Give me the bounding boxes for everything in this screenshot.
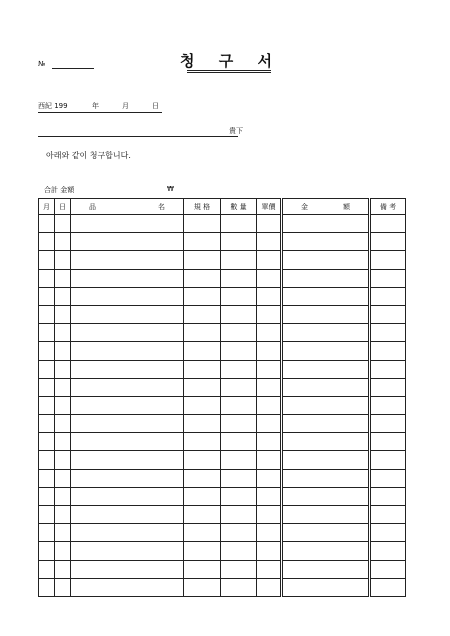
cell-unit-price xyxy=(257,251,282,269)
cell-item-name xyxy=(71,269,184,287)
table-row xyxy=(39,396,406,414)
cell-month xyxy=(39,560,55,578)
cell-item-name xyxy=(71,524,184,542)
table-row xyxy=(39,487,406,505)
cell-day xyxy=(55,378,71,396)
table-row xyxy=(39,433,406,451)
cell-remarks xyxy=(370,360,406,378)
cell-spec xyxy=(184,578,221,596)
cell-item-name xyxy=(71,324,184,342)
title-underline-bottom xyxy=(187,72,271,73)
cell-item-name xyxy=(71,487,184,505)
cell-item-name xyxy=(71,578,184,596)
cell-item-name xyxy=(71,433,184,451)
col-item-name xyxy=(71,199,184,215)
cell-amount xyxy=(282,305,370,323)
cell-remarks xyxy=(370,560,406,578)
cell-month xyxy=(39,269,55,287)
cell-unit-price xyxy=(257,469,282,487)
col-unit-price: 單價 xyxy=(257,199,282,215)
cell-spec xyxy=(184,233,221,251)
cell-remarks xyxy=(370,506,406,524)
cell-amount xyxy=(282,233,370,251)
table-row xyxy=(39,269,406,287)
cell-amount xyxy=(282,451,370,469)
col-amount xyxy=(282,199,370,215)
date-year: 年 xyxy=(92,102,99,110)
cell-day xyxy=(55,451,71,469)
table-row xyxy=(39,542,406,560)
cell-month xyxy=(39,342,55,360)
cell-day xyxy=(55,269,71,287)
cell-amount xyxy=(282,251,370,269)
cell-amount xyxy=(282,578,370,596)
cell-item-name xyxy=(71,415,184,433)
table-row xyxy=(39,215,406,233)
col-spec: 規 格 xyxy=(184,199,221,215)
cell-spec xyxy=(184,469,221,487)
cell-day xyxy=(55,342,71,360)
cell-item-name xyxy=(71,305,184,323)
title-char-2: 구 xyxy=(218,52,234,70)
cell-amount xyxy=(282,324,370,342)
cell-amount xyxy=(282,506,370,524)
cell-spec xyxy=(184,287,221,305)
table-header-row xyxy=(39,199,406,215)
cell-amount xyxy=(282,360,370,378)
cell-unit-price xyxy=(257,360,282,378)
cell-quantity xyxy=(221,451,257,469)
cell-quantity xyxy=(221,215,257,233)
cell-spec xyxy=(184,269,221,287)
cell-month xyxy=(39,215,55,233)
cell-day xyxy=(55,251,71,269)
cell-month xyxy=(39,287,55,305)
cell-quantity xyxy=(221,342,257,360)
cell-quantity xyxy=(221,324,257,342)
cell-quantity xyxy=(221,542,257,560)
cell-quantity xyxy=(221,469,257,487)
col-item-name-a: 品 xyxy=(89,202,96,211)
table-row xyxy=(39,324,406,342)
cell-remarks xyxy=(370,578,406,596)
cell-spec xyxy=(184,433,221,451)
cell-day xyxy=(55,287,71,305)
table-row xyxy=(39,451,406,469)
cell-unit-price xyxy=(257,233,282,251)
total-amount-label: 合計 金額 xyxy=(44,186,75,194)
number-blank-line xyxy=(52,68,94,69)
cell-unit-price xyxy=(257,415,282,433)
cell-quantity xyxy=(221,305,257,323)
cell-remarks xyxy=(370,487,406,505)
cell-spec xyxy=(184,215,221,233)
cell-spec xyxy=(184,542,221,560)
document-title xyxy=(180,50,272,71)
cell-month xyxy=(39,233,55,251)
cell-remarks xyxy=(370,287,406,305)
table-row xyxy=(39,287,406,305)
cell-unit-price xyxy=(257,396,282,414)
cell-remarks xyxy=(370,305,406,323)
cell-day xyxy=(55,433,71,451)
cell-remarks xyxy=(370,396,406,414)
cell-remarks xyxy=(370,233,406,251)
date-underline xyxy=(38,112,162,113)
cell-amount xyxy=(282,342,370,360)
cell-day xyxy=(55,469,71,487)
cell-month xyxy=(39,378,55,396)
cell-day xyxy=(55,506,71,524)
cell-remarks xyxy=(370,524,406,542)
title-char-3: 서 xyxy=(257,52,272,70)
cell-day xyxy=(55,578,71,596)
table-row xyxy=(39,233,406,251)
cell-unit-price xyxy=(257,578,282,596)
cell-day xyxy=(55,542,71,560)
cell-unit-price xyxy=(257,487,282,505)
cell-quantity xyxy=(221,269,257,287)
cell-amount xyxy=(282,469,370,487)
cell-unit-price xyxy=(257,342,282,360)
cell-item-name xyxy=(71,560,184,578)
cell-unit-price xyxy=(257,560,282,578)
cell-quantity xyxy=(221,487,257,505)
cell-amount xyxy=(282,215,370,233)
table-row xyxy=(39,578,406,596)
cell-day xyxy=(55,487,71,505)
cell-spec xyxy=(184,524,221,542)
cell-spec xyxy=(184,415,221,433)
cell-unit-price xyxy=(257,506,282,524)
col-month: 月 xyxy=(39,199,55,215)
cell-unit-price xyxy=(257,215,282,233)
cell-item-name xyxy=(71,542,184,560)
cell-remarks xyxy=(370,415,406,433)
date-day: 日 xyxy=(152,102,159,110)
cell-item-name xyxy=(71,360,184,378)
col-amount-b: 額 xyxy=(343,202,350,211)
cell-quantity xyxy=(221,378,257,396)
cell-remarks xyxy=(370,215,406,233)
cell-month xyxy=(39,542,55,560)
cell-day xyxy=(55,360,71,378)
table-row xyxy=(39,305,406,323)
col-item-name-b: 名 xyxy=(158,202,165,211)
title-char-1: 청 xyxy=(180,52,195,70)
cell-month xyxy=(39,324,55,342)
cell-month xyxy=(39,578,55,596)
cell-item-name xyxy=(71,396,184,414)
cell-quantity xyxy=(221,233,257,251)
table-row xyxy=(39,524,406,542)
table-row xyxy=(39,360,406,378)
cell-day xyxy=(55,215,71,233)
cell-amount xyxy=(282,378,370,396)
cell-amount xyxy=(282,396,370,414)
cell-item-name xyxy=(71,215,184,233)
cell-unit-price xyxy=(257,542,282,560)
cell-unit-price xyxy=(257,269,282,287)
cell-remarks xyxy=(370,378,406,396)
cell-item-name xyxy=(71,469,184,487)
cell-day xyxy=(55,233,71,251)
cell-item-name xyxy=(71,506,184,524)
cell-month xyxy=(39,415,55,433)
cell-month xyxy=(39,360,55,378)
cell-remarks xyxy=(370,342,406,360)
cell-quantity xyxy=(221,287,257,305)
cell-day xyxy=(55,415,71,433)
cell-unit-price xyxy=(257,287,282,305)
date-row xyxy=(38,101,159,111)
request-text: 아래와 같이 청구합니다. xyxy=(46,151,131,160)
cell-unit-price xyxy=(257,378,282,396)
currency-symbol: ₩ xyxy=(167,185,174,193)
recipient-line xyxy=(38,136,238,137)
cell-day xyxy=(55,396,71,414)
item-table xyxy=(38,198,406,597)
cell-amount xyxy=(282,524,370,542)
cell-remarks xyxy=(370,324,406,342)
col-quantity: 數 量 xyxy=(221,199,257,215)
cell-month xyxy=(39,305,55,323)
cell-month xyxy=(39,396,55,414)
cell-spec xyxy=(184,451,221,469)
cell-spec xyxy=(184,251,221,269)
cell-quantity xyxy=(221,524,257,542)
table-row xyxy=(39,415,406,433)
cell-amount xyxy=(282,269,370,287)
cell-spec xyxy=(184,487,221,505)
cell-month xyxy=(39,487,55,505)
cell-remarks xyxy=(370,251,406,269)
cell-amount xyxy=(282,415,370,433)
cell-day xyxy=(55,305,71,323)
cell-unit-price xyxy=(257,305,282,323)
cell-remarks xyxy=(370,451,406,469)
col-remarks: 備 考 xyxy=(370,199,406,215)
cell-item-name xyxy=(71,451,184,469)
cell-item-name xyxy=(71,287,184,305)
cell-spec xyxy=(184,342,221,360)
table-row xyxy=(39,469,406,487)
cell-remarks xyxy=(370,269,406,287)
cell-remarks xyxy=(370,469,406,487)
cell-month xyxy=(39,251,55,269)
cell-item-name xyxy=(71,378,184,396)
date-era: 西紀 199 xyxy=(38,102,68,110)
recipient-suffix: 貴下 xyxy=(229,127,243,135)
cell-spec xyxy=(184,360,221,378)
cell-item-name xyxy=(71,251,184,269)
cell-day xyxy=(55,524,71,542)
number-label: № xyxy=(38,60,46,68)
col-day: 日 xyxy=(55,199,71,215)
table-row xyxy=(39,342,406,360)
cell-quantity xyxy=(221,506,257,524)
table-row xyxy=(39,560,406,578)
cell-amount xyxy=(282,287,370,305)
cell-unit-price xyxy=(257,524,282,542)
cell-unit-price xyxy=(257,433,282,451)
cell-item-name xyxy=(71,233,184,251)
cell-item-name xyxy=(71,342,184,360)
cell-month xyxy=(39,506,55,524)
cell-remarks xyxy=(370,542,406,560)
cell-spec xyxy=(184,324,221,342)
cell-amount xyxy=(282,560,370,578)
date-month: 月 xyxy=(122,102,129,110)
cell-spec xyxy=(184,560,221,578)
cell-quantity xyxy=(221,560,257,578)
cell-month xyxy=(39,451,55,469)
cell-month xyxy=(39,469,55,487)
table-row xyxy=(39,251,406,269)
cell-day xyxy=(55,560,71,578)
cell-quantity xyxy=(221,415,257,433)
cell-quantity xyxy=(221,578,257,596)
cell-quantity xyxy=(221,251,257,269)
cell-amount xyxy=(282,542,370,560)
col-amount-a: 金 xyxy=(301,202,308,211)
cell-unit-price xyxy=(257,451,282,469)
cell-day xyxy=(55,324,71,342)
cell-quantity xyxy=(221,360,257,378)
cell-quantity xyxy=(221,433,257,451)
table-row xyxy=(39,506,406,524)
title-underline-top xyxy=(187,70,271,71)
cell-remarks xyxy=(370,433,406,451)
cell-amount xyxy=(282,487,370,505)
cell-month xyxy=(39,433,55,451)
cell-spec xyxy=(184,506,221,524)
cell-spec xyxy=(184,396,221,414)
cell-quantity xyxy=(221,396,257,414)
cell-spec xyxy=(184,378,221,396)
cell-unit-price xyxy=(257,324,282,342)
table-row xyxy=(39,378,406,396)
cell-month xyxy=(39,524,55,542)
cell-amount xyxy=(282,433,370,451)
cell-spec xyxy=(184,305,221,323)
